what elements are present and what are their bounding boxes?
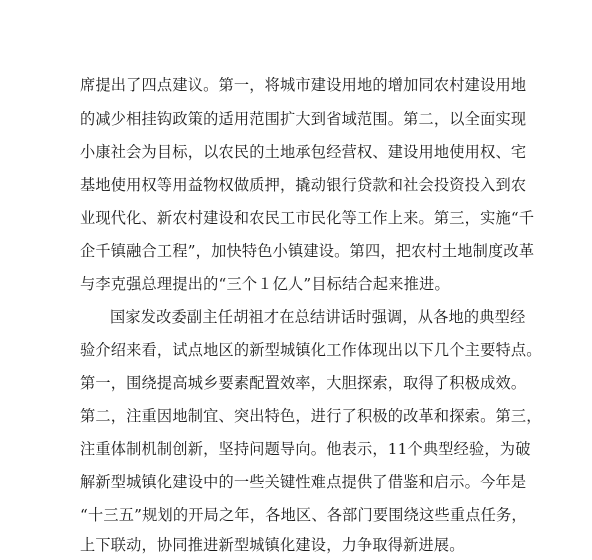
text-line-4: 基地使用权等用益物权做质押，撬动银行贷款和社会投资投入到农 [80, 176, 527, 194]
text-line-6: 企千镇融合工程”，加快特色小镇建设。第四，把农村土地制度改革 [80, 242, 535, 260]
text-line-13: 解新型城镇化建设中的一些关键性难点提供了借鉴和启示。今年是 [80, 473, 527, 491]
text-line-5: 业现代化、新农村建设和农民工市民化等工作上来。第三，实施“千 [80, 209, 535, 227]
text-line-7: 与李克强总理提出的“三个１亿人”目标结合起来推进。 [80, 275, 450, 293]
text-line-14: “十三五”规划的开局之年，各地区、各部门要围绕这些重点任务， [80, 506, 527, 524]
text-line-11: 第二，注重因地制宜、突出特色，进行了积极的改革和探索。第三， [80, 407, 542, 425]
text-line-2: 的减少相挂钩政策的适用范围扩大到省域范围。第二，以全面实现 [80, 110, 527, 128]
text-line-12: 注重体制机制创新，坚持问题导向。他表示，11个典型经验，为破 [80, 440, 531, 458]
text-line-10: 第一，围绕提高城乡要素配置效率，大胆探索，取得了积极成效。 [80, 374, 527, 392]
text-line-1: 席提出了四点建议。第一，将城市建设用地的增加同农村建设用地 [80, 76, 527, 94]
text-line-9: 验介绍来看，试点地区的新型城镇化工作体现出以下几个主要特点。 [80, 341, 542, 359]
text-line-15: 上下联动，协同推进新型城镇化建设，力争取得新进展。 [80, 536, 465, 554]
text-line-8: 国家发改委副主任胡祖才在总结讲话时强调，从各地的典型经 [110, 308, 526, 326]
text-line-3: 小康社会为目标，以农民的土地承包经营权、建设用地使用权、宅 [80, 143, 527, 161]
